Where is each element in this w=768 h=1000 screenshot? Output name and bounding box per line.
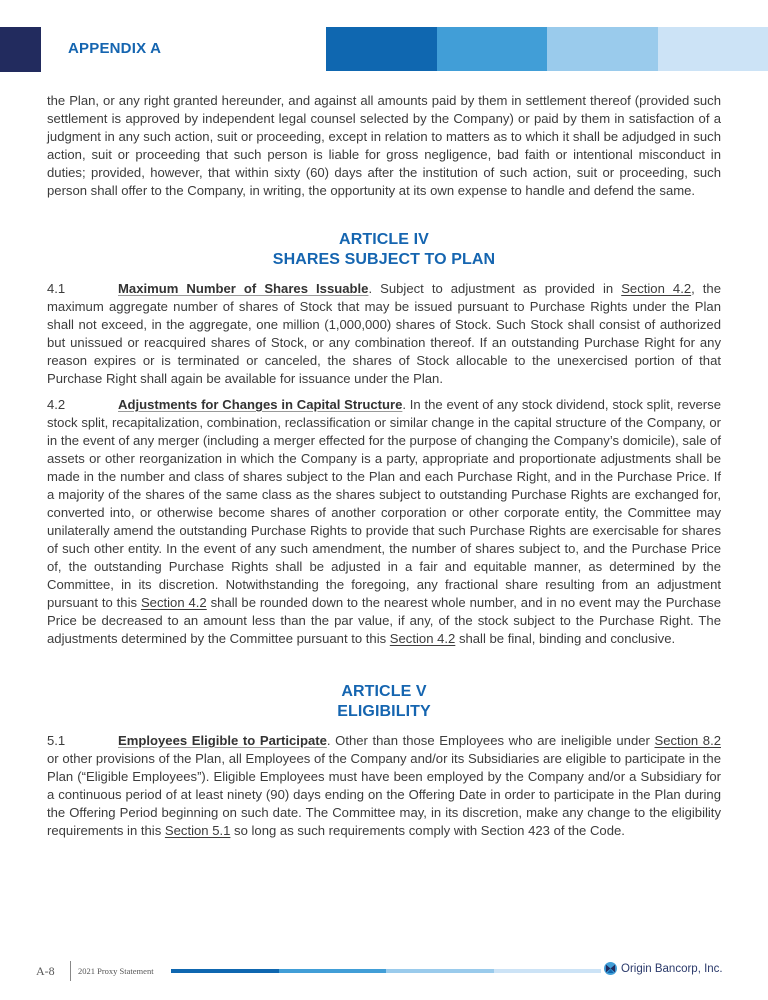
section-8-2-link[interactable]: Section 8.2 bbox=[654, 733, 721, 748]
footer-divider bbox=[70, 961, 71, 981]
section-5-1-link[interactable]: Section 5.1 bbox=[164, 823, 231, 838]
footer-bar-4 bbox=[494, 969, 602, 973]
section-text: . Subject to adjustment as provided in bbox=[368, 281, 622, 296]
section-text: so long as such requirements comply with Section 423 of the Code. bbox=[230, 823, 625, 838]
header-navy-block bbox=[0, 27, 41, 72]
article-v-subtitle: ELIGIBILITY bbox=[337, 703, 431, 720]
header-bar-2 bbox=[437, 27, 548, 71]
page-number: A-8 bbox=[36, 964, 55, 978]
header-bar-1 bbox=[326, 27, 437, 71]
section-4-2 bbox=[47, 396, 721, 648]
section-text: shall be final, binding and conclusive. bbox=[455, 631, 676, 646]
section-text: or other provisions of the Plan, all Employees of the Company and/or its Subsidiaries are eligible to participate in the Plan (“Eligible Employees”). Eligible Employees must have been employed by the Company and/or a Subsidiary for a continuous period of at least ninety (90) days ending on the Offering Date in order to participate in the Plan during the Offering Period beginning on such date. The Committee may, in its discretion, make any change to the eligibility requirements in this bbox=[47, 751, 721, 838]
footer-color-bars bbox=[171, 969, 601, 973]
section-title: Employees Eligible to Participate bbox=[118, 733, 327, 748]
document-name: 2021 Proxy Statement bbox=[78, 966, 154, 976]
section-4-2-link[interactable]: Section 4.2 bbox=[621, 281, 692, 296]
section-4-1 bbox=[47, 280, 721, 388]
header-color-bars bbox=[326, 27, 768, 71]
article-iv-title: ARTICLE IV bbox=[339, 231, 429, 248]
company-logo bbox=[604, 962, 723, 975]
page-footer bbox=[0, 958, 768, 988]
section-number: 4.1 bbox=[47, 281, 66, 296]
header-bar-4 bbox=[658, 27, 768, 71]
footer-bar-2 bbox=[279, 969, 387, 973]
section-number: 4.2 bbox=[47, 397, 66, 412]
section-text: , the maximum aggregate number of shares of Stock that may be issued pursuant to Purchase Rights under the Plan shall not exceed, in the aggregate, one million (1,000,000) shares of Stock. Such Stock shall consist of authorized but unissued or reacquired shares of Stock, or any combination thereof. If an outstanding Purchase Right for any reason expires or is terminated or canceled, the shares of Stock allocable to the unexercised portion of that Purchase Right shall again be available for issuance under the Plan. bbox=[47, 281, 721, 386]
section-text: . Other than those Employees who are ineligible under bbox=[326, 733, 655, 748]
section-number: 5.1 bbox=[47, 733, 66, 748]
intro-paragraph: the Plan, or any right granted hereunder, and against all amounts paid by them in settlement thereof (provided such settlement is approved by independent legal counsel selected by the Company) or paid by them in satisfaction of a judgment in any such action, suit or proceeding, except in relation to matters as to which it shall be adjudged in such action, suit or proceeding that such person is liable for gross negligence, bad faith or intentional misconduct in duties; provided, however, that within sixty (60) days after the institution of such action, suit or proceeding, such person shall offer to the Company, in writing, the opportunity at its own expense to handle and defend the same. bbox=[47, 93, 721, 198]
section-text: shall be rounded down to the nearest whole number, and in no event may the Purchase Price be decreased to an amount less than the par value, if any, of the stock subject to the Purchase Right. The adjustments determined by the Committee pursuant to this bbox=[47, 595, 722, 646]
document-body bbox=[47, 92, 721, 840]
section-title: Adjustments for Changes in Capital Structure bbox=[118, 397, 403, 412]
appendix-title: APPENDIX A bbox=[68, 40, 162, 57]
article-iv-subtitle: SHARES SUBJECT TO PLAN bbox=[272, 251, 496, 268]
article-v-heading bbox=[47, 682, 721, 722]
footer-bar-1 bbox=[171, 969, 279, 973]
company-name: Origin Bancorp, Inc. bbox=[621, 962, 723, 975]
header-bar-3 bbox=[547, 27, 658, 71]
section-4-2-link[interactable]: Section 4.2 bbox=[140, 595, 207, 610]
section-4-2-link[interactable]: Section 4.2 bbox=[389, 631, 456, 646]
article-v-title: ARTICLE V bbox=[341, 683, 427, 700]
section-5-1 bbox=[47, 732, 721, 840]
article-iv-heading bbox=[47, 230, 721, 270]
section-text: . In the event of any stock dividend, stock split, reverse stock split, recapitalization, combination, reclassification or similar change in the capital structure of the Company, or in the event of any merger (including a merger effected for the purpose of changing the Company’s domicile), sale of assets or other reorganization in which the Company is a party, appropriate and proportionate adjustments shall be made in the number and class of shares subject to the Plan and each Purchase Right, and in the Purchase Price. If a majority of the shares of the same class as the shares subject to outstanding Purchase Rights are exchanged for, converted into, or otherwise become shares of another corporation or other corporate entity, the Committee may unilaterally amend the outstanding Purchase Rights to provide that such Purchase Rights are exercisable for shares of such other entity. In the event of any such amendment, the number of shares subject to, and the Purchase Price of, the outstanding Purchase Rights shall be adjusted in a fair and equitable manner, as determined by the Committee, in its discretion. Notwithstanding the foregoing, any fractional share resulting from an adjustment pursuant to this bbox=[47, 397, 722, 610]
section-title: Maximum Number of Shares Issuable bbox=[118, 281, 369, 296]
footer-bar-3 bbox=[386, 969, 494, 973]
origin-logo-icon bbox=[604, 962, 617, 975]
